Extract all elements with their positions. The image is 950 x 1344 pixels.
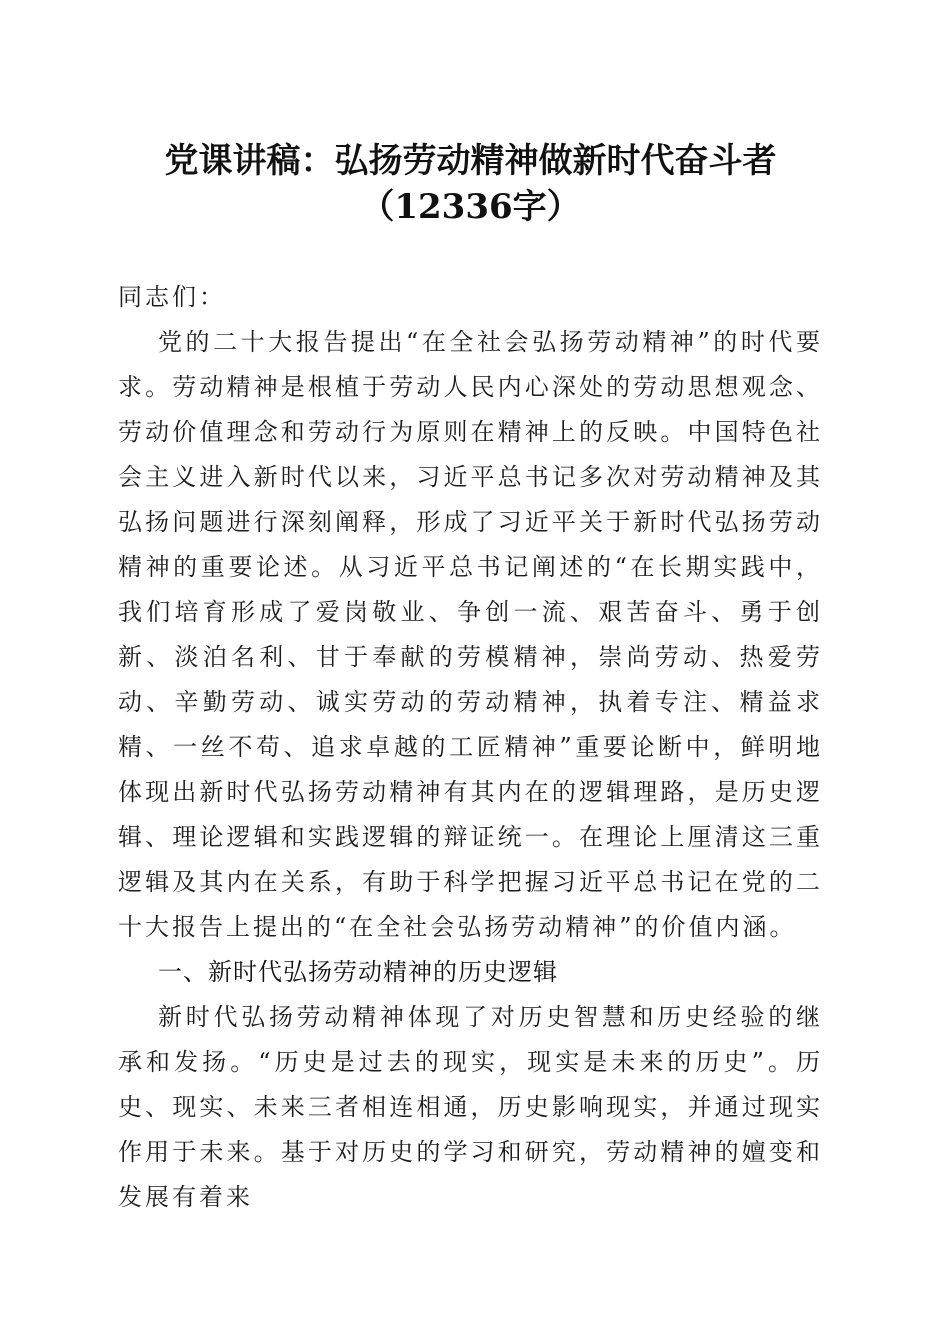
document-body xyxy=(118,275,823,1220)
paragraph-intro: 党的二十大报告提出“在全社会弘扬劳动精神”的时代要求。劳动精神是根植于劳动人民内心深处的劳动思想观念、劳动价值理念和劳动行为原则在精神上的反映。中国特色社会主义进入新时代以来，习近平总书记多次对劳动精神及其弘扬问题进行深刻阐释，形成了习近平关于新时代弘扬劳动精神的重要论述。从习近平总书记阐述的“在长期实践中，我们培育形成了爱岗敬业、争创一流、艰苦奋斗、勇于创新、淡泊名利、甘于奉献的劳模精神，崇尚劳动、热爱劳动、辛勤劳动、诚实劳动的劳动精神，执着专注、精益求精、一丝不苟、追求卓越的工匠精神”重要论断中，鲜明地体现出新时代弘扬劳动精神有其内在的逻辑理路，是历史逻辑、理论逻辑和实践逻辑的辩证统一。在理论上厘清这三重逻辑及其内在关系，有助于科学把握习近平总书记在党的二十大报告上提出的“在全社会弘扬劳动精神”的价值内涵。 xyxy=(118,328,823,941)
section-heading-1: 一、新时代弘扬劳动精神的历史逻辑 xyxy=(158,958,558,986)
paragraph-history: 新时代弘扬劳动精神体现了对历史智慧和历史经验的继承和发扬。“历史是过去的现实，现实是未来的历史”。历史、现实、未来三者相连相通，历史影响现实，并通过现实作用于未来。基于对历史的学习和研究，劳动精神的嬗变和发展有着来 xyxy=(118,1003,823,1211)
document-title: 党课讲稿：弘扬劳动精神做新时代奋斗者 xyxy=(164,141,777,181)
salutation: 同志们： xyxy=(118,283,226,311)
document-word-count: （12336字） xyxy=(360,187,581,227)
